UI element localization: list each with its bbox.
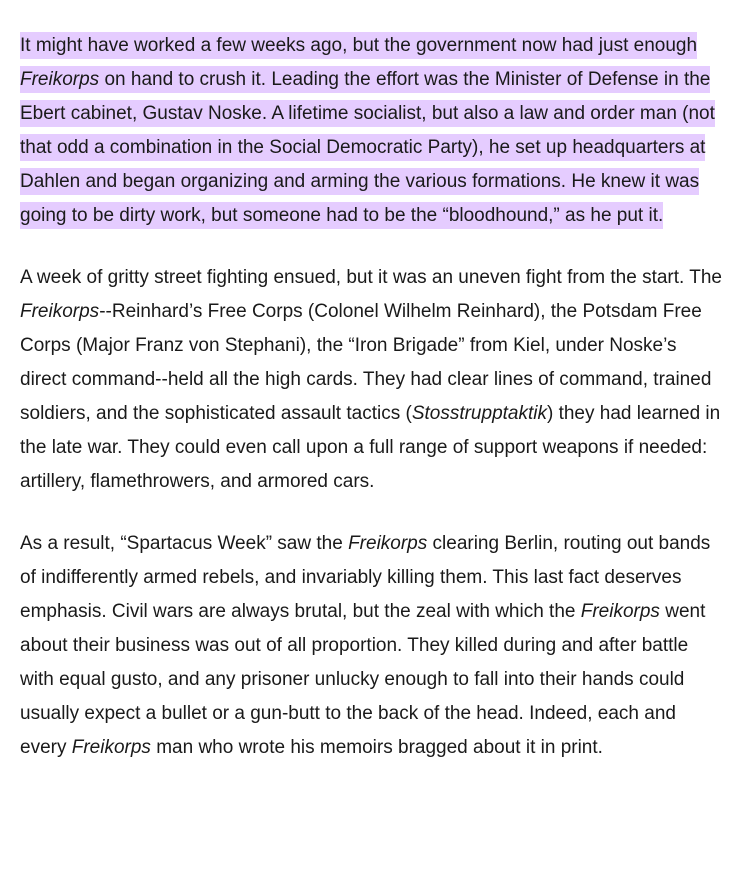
article-body (20, 29, 724, 765)
text-segment: went about their business was out of all proportion. They killed during and after battle with equal gusto, and any prisoner unlucky enough to fall into their hands could usually expect a bullet or a gun-butt to the back of the head. Indeed, each and every (20, 601, 706, 758)
text-segment: ) they had learned in the late war. They could even call upon a full range of support weapons if needed: artillery, flamethrowers, and armored cars. (20, 403, 721, 492)
paragraph-noske (20, 29, 724, 233)
text-segment: A week of gritty street fighting ensued, but it was an uneven fight from the start. The (20, 267, 722, 288)
italic-term: Freikorps (348, 533, 428, 554)
text-highlight[interactable] (20, 32, 715, 229)
italic-term: Freikorps (580, 601, 660, 622)
text-segment: on hand to crush it. Leading the effort was the Minister of Defense in the Ebert cabinet, Gustav Noske. A lifetime socialist, but also a law and order man (not that odd a combination in the Social Democratic Party), he set up headquarters at Dahlen and began organizing and arming the various formations. He knew it was going to be dirty work, but someone had to be the “bloodhound,” as he put it. (20, 69, 715, 226)
italic-term: Stosstrupptaktik (411, 403, 547, 424)
paragraph-street-fighting (20, 261, 724, 499)
text-segment: It might have worked a few weeks ago, but the government now had just enough (20, 35, 698, 56)
paragraph-spartacus-week (20, 527, 724, 765)
text-segment: man who wrote his memoirs bragged about it in print. (150, 737, 603, 758)
italic-term: Freikorps (71, 737, 151, 758)
italic-term: Freikorps (20, 301, 100, 322)
text-segment: clearing Berlin, routing out bands of indifferently armed rebels, and invariably killing them. This last fact deserves emphasis. Civil wars are always brutal, but the zeal with which the (20, 533, 711, 622)
text-segment: --Reinhard’s Free Corps (Colonel Wilhelm Reinhard), the Potsdam Free Corps (Major Franz von Stephani), the “Iron Brigade” from Kiel, under Noske’s direct command--held all the high cards. They had clear lines of command, trained soldiers, and the sophisticated assault tactics ( (20, 301, 712, 424)
italic-term: Freikorps (20, 69, 100, 90)
text-segment: As a result, “Spartacus Week” saw the (20, 533, 349, 554)
